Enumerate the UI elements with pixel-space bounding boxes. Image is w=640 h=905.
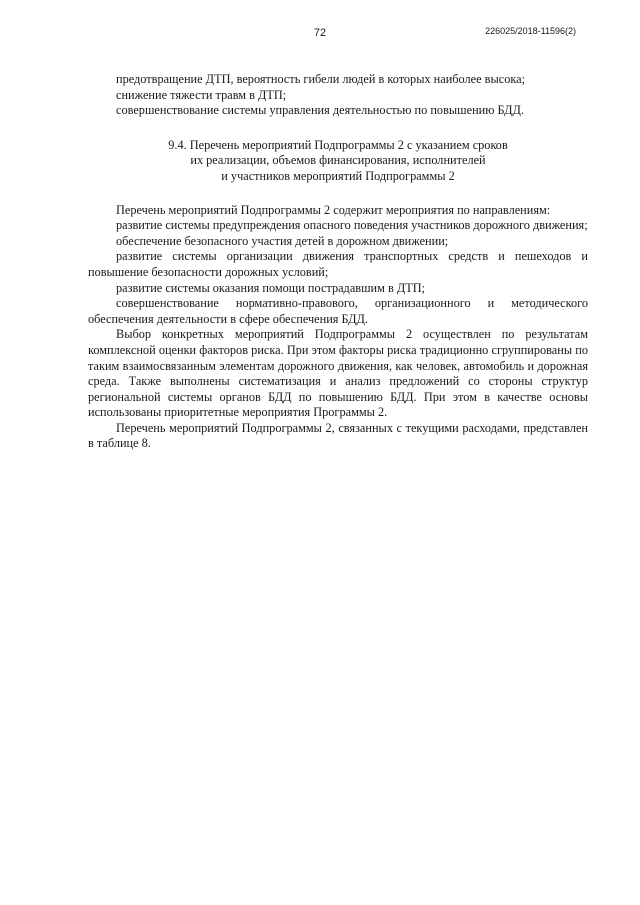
paragraph: Выбор конкретных мероприятий Подпрограммы 2 осуществлен по результатам комплексной оценки факторов риска. При этом факторы риска традиционно сгруппированы по таким взаимосвязанным элементам дорожного движения, как человек, автомобиль и дорожная среда. Также выполнены систематизация и анализ предложений со стороны структур региональной системы органов БДД по повышению БДД. При этом в качестве основы использованы приоритетные мероприятия Программы 2. [88, 327, 588, 420]
document-id: 226025/2018-11596(2) [485, 26, 576, 36]
list-item: развитие системы предупреждения опасного поведения участников дорожного движения; [116, 218, 588, 233]
list-item: совершенствование нормативно-правового, организационного и методического обеспечения деятельности в сфере обеспечения БДД. [88, 296, 588, 326]
section-heading-line: 9.4. Перечень мероприятий Подпрограммы 2 с указанием сроков [168, 137, 508, 152]
section-heading-line: и участников мероприятий Подпрограммы 2 [221, 168, 455, 183]
intro-list-item: совершенствование системы управления деятельностью по повышению БДД. [116, 103, 524, 118]
paragraph: Перечень мероприятий Подпрограммы 2 содержит мероприятия по направлениям: [116, 202, 551, 217]
intro-list-item: предотвращение ДТП, вероятность гибели людей в которых наиболее высока; [116, 72, 526, 86]
list-item: развитие системы оказания помощи пострадавшим в ДТП; [116, 280, 426, 295]
list-item: обеспечение безопасного участия детей в дорожном движении; [116, 233, 449, 248]
section-heading-line: их реализации, объемов финансирования, исполнителей [190, 153, 486, 168]
intro-list-item: снижение тяжести травм в ДТП; [116, 87, 287, 102]
section-heading [88, 138, 588, 185]
page-number: 72 [313, 27, 327, 39]
paragraph: Перечень мероприятий Подпрограммы 2, связанных с текущими расходами, представлен в таблице 8. [88, 420, 588, 451]
document-body [88, 72, 588, 452]
list-item: развитие системы организации движения транспортных средств и пешеходов и повышение безопасности дорожных условий; [88, 249, 588, 279]
